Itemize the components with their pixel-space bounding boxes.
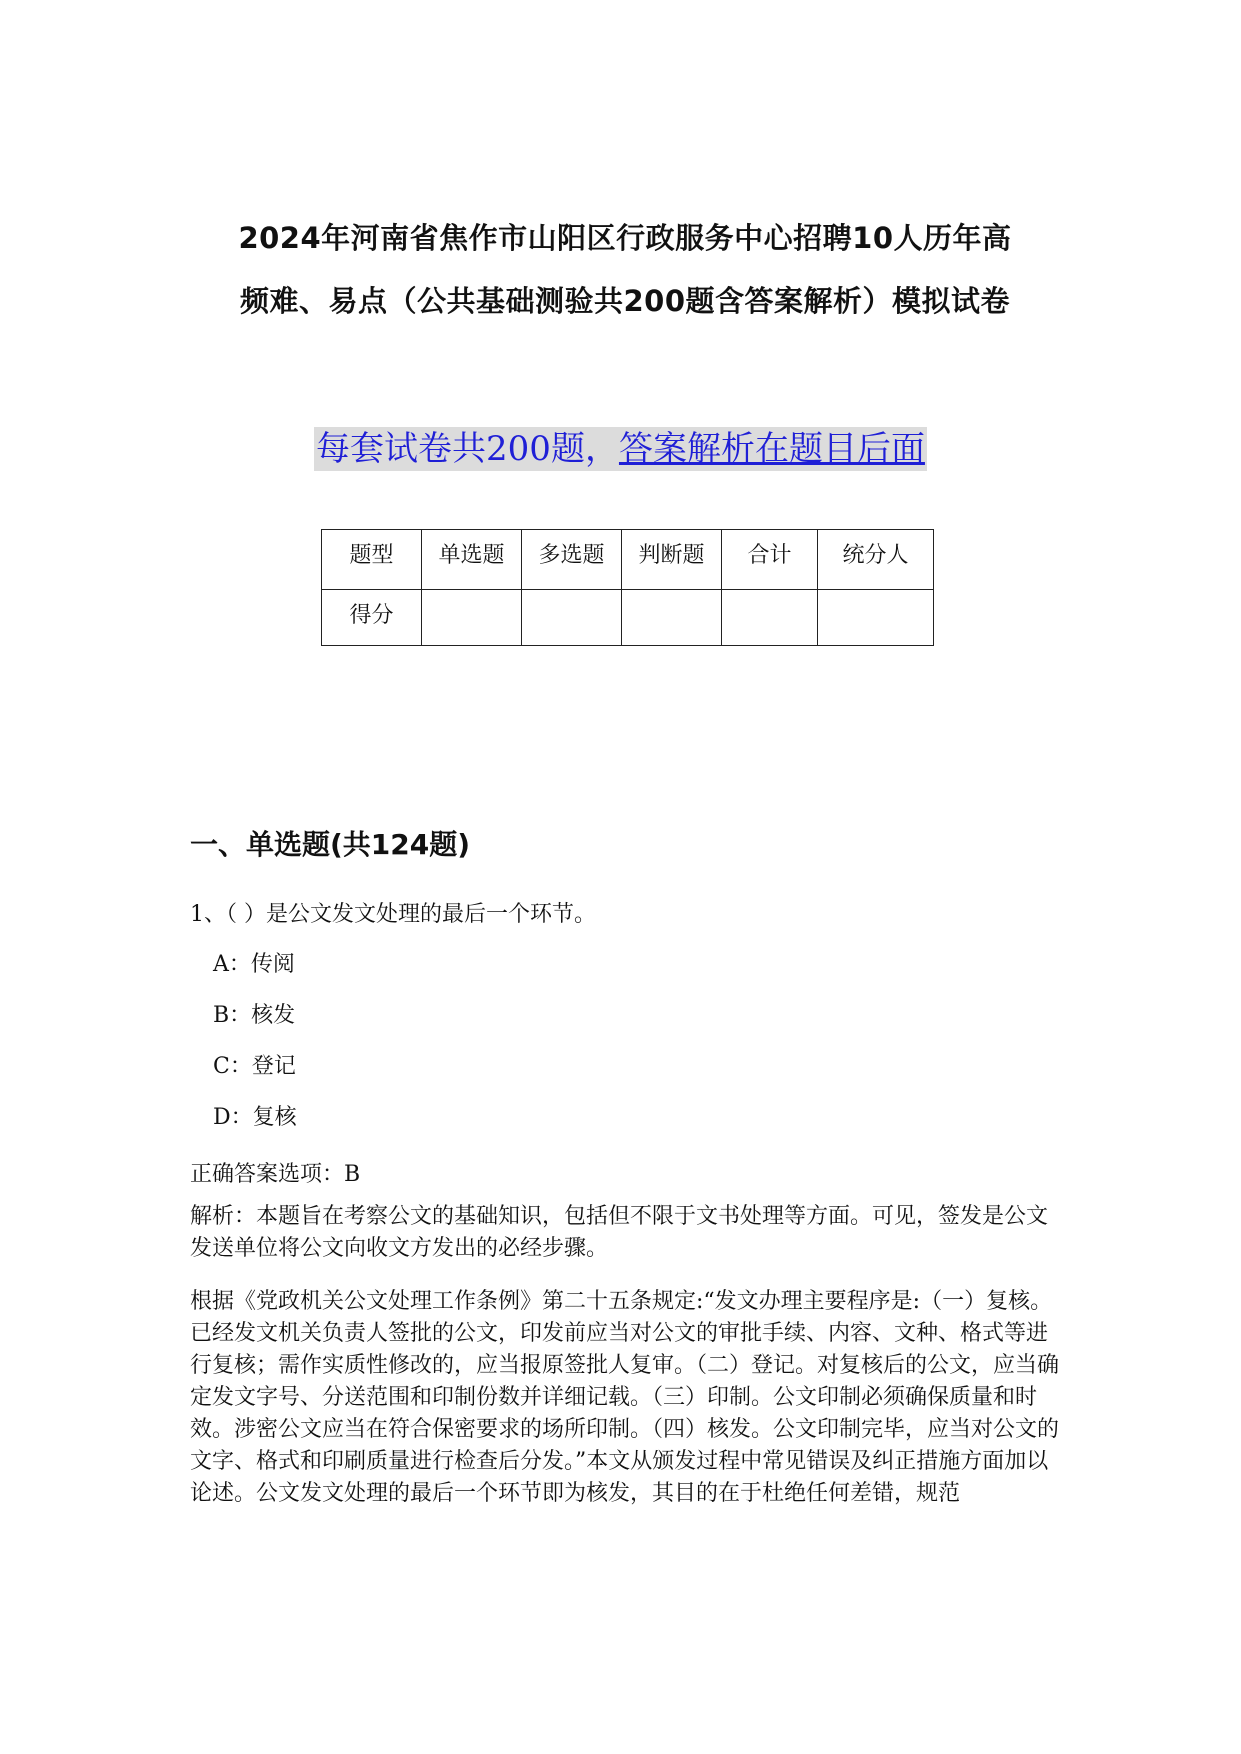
score-cell [522, 590, 622, 646]
score-cell [818, 590, 934, 646]
header-cell: 合计 [722, 530, 818, 590]
header-cell: 题型 [322, 530, 422, 590]
score-cell [722, 590, 818, 646]
score-table-score-row [322, 590, 934, 646]
option-a: A：传阅 [213, 952, 295, 977]
subtitle-text: 每套试卷共200题， [316, 429, 619, 469]
score-table [321, 529, 934, 646]
header-cell: 单选题 [422, 530, 522, 590]
subtitle-row [0, 427, 1241, 471]
section-heading: 一、单选题(共124题) [190, 828, 471, 861]
document-title [180, 207, 1070, 333]
score-row-label: 得分 [322, 590, 422, 646]
header-cell: 判断题 [622, 530, 722, 590]
subtitle [314, 427, 927, 471]
header-cell: 多选题 [522, 530, 622, 590]
title-line-2: 频难、易点（公共基础测验共200题含答案解析）模拟试卷 [239, 284, 1011, 318]
question-text: 1、（ ）是公文发文处理的最后一个环节。 [190, 902, 596, 927]
explanation-paragraph: 根据《党政机关公文处理工作条例》第二十五条规定:“发文办理主要程序是:（一）复核。已经发文机关负责人签批的公文，印发前应当对公文的审批手续、内容、文种、格式等进行复核；需作实质性修改的，应当报原签批人复审。（二）登记。对复核后的公文，应当确定发文字号、分送范围和印制份数并详细记载。（三）印制。公文印制必须确保质量和时效。涉密公文应当在符合保密要求的场所印制。（四）核发。公文印制完毕，应当对公文的文字、格式和印刷质量进行检查后分发。”本文从颁发过程中常见错误及纠正措施方面加以论述。公文发文处理的最后一个环节即为核发，其目的在于杜绝任何差错，规范 [190, 1289, 1060, 1506]
score-table-header-row [322, 530, 934, 590]
analysis-paragraph: 解析：本题旨在考察公文的基础知识，包括但不限于文书处理等方面。可见，签发是公文发送单位将公文向收文方发出的必经步骤。 [190, 1204, 1049, 1261]
score-cell [422, 590, 522, 646]
option-c: C：登记 [213, 1054, 296, 1079]
score-cell [622, 590, 722, 646]
option-b: B：核发 [213, 1003, 296, 1028]
header-cell: 统分人 [818, 530, 934, 590]
option-d: D：复核 [213, 1105, 297, 1130]
answer-location-link[interactable]: 答案解析在题目后面 [618, 429, 925, 469]
correct-answer: 正确答案选项：B [190, 1162, 361, 1187]
title-line-1: 2024年河南省焦作市山阳区行政服务中心招聘10人历年高 [238, 221, 1012, 255]
